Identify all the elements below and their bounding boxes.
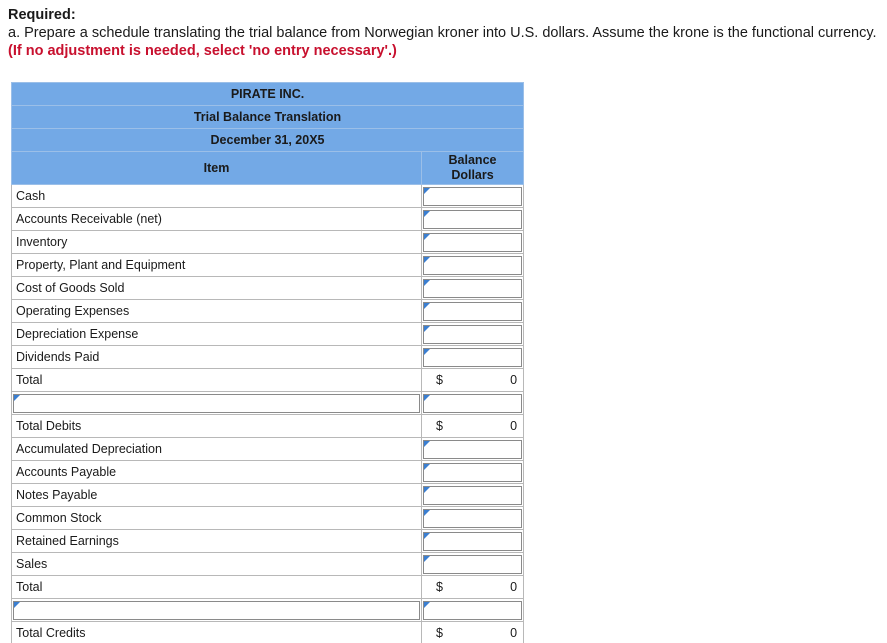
ppe-dollars-input[interactable] [423,256,522,275]
notes-payable-dollars-field[interactable] [424,487,521,504]
ppe-dollars-field[interactable] [424,257,521,274]
accumulated-depreciation-dollars-input[interactable] [423,440,522,459]
row-label-ppe: Property, Plant and Equipment [12,254,422,277]
row-label-cogs: Cost of Goods Sold [12,277,422,300]
instructions-text: a. Prepare a schedule translating the trial balance from Norwegian kroner into U.S. dollars. Assume the krone is the functional currency. [8,25,877,41]
currency-symbol: $ [436,373,443,387]
operating-expenses-dollars-input[interactable] [423,302,522,321]
accounts-receivable-dollars-input[interactable] [423,210,522,229]
row-label-accumulated-depreciation: Accumulated Depreciation [12,438,422,461]
debit-total-value: 0 [510,373,518,387]
table-row [12,185,524,208]
dividends-paid-dollars-input[interactable] [423,348,522,367]
row-label-common-stock: Common Stock [12,507,422,530]
currency-symbol: $ [436,580,443,594]
table-row [12,300,524,323]
dividends-paid-dollars-field[interactable] [424,349,521,366]
trial-balance-table [11,82,524,643]
sales-dollars-field[interactable] [424,556,521,573]
common-stock-dollars-input[interactable] [423,509,522,528]
debit-total-cell [422,369,524,392]
retained-earnings-dollars-field[interactable] [424,533,521,550]
notes-payable-dollars-input[interactable] [423,486,522,505]
inventory-dollars-input[interactable] [423,233,522,252]
cash-dollars-field[interactable] [424,188,521,205]
table-row [12,369,524,392]
row-label-inventory: Inventory [12,231,422,254]
table-row [12,254,524,277]
balance-column-header [422,152,524,185]
table-row [12,346,524,369]
depreciation-expense-dollars-input[interactable] [423,325,522,344]
table-title: Trial Balance Translation [12,106,524,129]
accounts-payable-dollars-field[interactable] [424,464,521,481]
credit-total-cell [422,576,524,599]
instructions-note: (If no adjustment is needed, select 'no entry necessary'.) [8,43,397,59]
table-row [12,599,524,622]
row-label-credit-total: Total [12,576,422,599]
total-debits-value: 0 [510,419,518,433]
table-row [12,484,524,507]
common-stock-dollars-field[interactable] [424,510,521,527]
currency-symbol: $ [436,419,443,433]
accounts-receivable-dollars-field[interactable] [424,211,521,228]
cogs-dollars-input[interactable] [423,279,522,298]
inventory-dollars-field[interactable] [424,234,521,251]
table-row [12,231,524,254]
adjustment-amount-field[interactable] [424,395,521,412]
table-row [12,622,524,643]
accumulated-depreciation-dollars-field[interactable] [424,441,521,458]
table-row [12,438,524,461]
row-label-total-debits: Total Debits [12,415,422,438]
adjustment-amount-input[interactable] [423,394,522,413]
row-label-depreciation-expense: Depreciation Expense [12,323,422,346]
accounts-payable-dollars-input[interactable] [423,463,522,482]
credit-adjustment-account-field[interactable] [14,602,419,619]
required-heading: Required: [8,7,76,23]
cogs-dollars-field[interactable] [424,280,521,297]
table-row [12,277,524,300]
table-row [12,461,524,484]
row-label-total-credits: Total Credits [12,622,422,643]
row-label-notes-payable: Notes Payable [12,484,422,507]
balance-header-line2: Dollars [451,168,494,182]
credit-total-value: 0 [510,580,518,594]
row-label-accounts-receivable: Accounts Receivable (net) [12,208,422,231]
row-label-dividends-paid: Dividends Paid [12,346,422,369]
credit-adjustment-amount-field[interactable] [424,602,521,619]
table-date: December 31, 20X5 [12,129,524,152]
table-row [12,507,524,530]
adjustment-account-field[interactable] [14,395,419,412]
cash-dollars-input[interactable] [423,187,522,206]
row-label-accounts-payable: Accounts Payable [12,461,422,484]
row-label-operating-expenses: Operating Expenses [12,300,422,323]
row-label-cash: Cash [12,185,422,208]
credit-adjustment-account-dropdown[interactable] [13,601,420,620]
table-row [12,530,524,553]
sales-dollars-input[interactable] [423,555,522,574]
total-debits-cell [422,415,524,438]
table-row [12,323,524,346]
table-row [12,415,524,438]
table-row [12,392,524,415]
total-credits-value: 0 [510,626,518,640]
adjustment-account-dropdown[interactable] [13,394,420,413]
item-column-header: Item [12,152,422,185]
table-row [12,576,524,599]
row-label-debit-total: Total [12,369,422,392]
balance-header-line1: Balance [448,153,497,167]
total-credits-cell [422,622,524,643]
currency-symbol: $ [436,626,443,640]
retained-earnings-dollars-input[interactable] [423,532,522,551]
credit-adjustment-amount-input[interactable] [423,601,522,620]
depreciation-expense-dollars-field[interactable] [424,326,521,343]
table-row [12,208,524,231]
instructions [8,6,884,60]
table-row [12,553,524,576]
operating-expenses-dollars-field[interactable] [424,303,521,320]
row-label-retained-earnings: Retained Earnings [12,530,422,553]
row-label-sales: Sales [12,553,422,576]
company-name: PIRATE INC. [12,83,524,106]
